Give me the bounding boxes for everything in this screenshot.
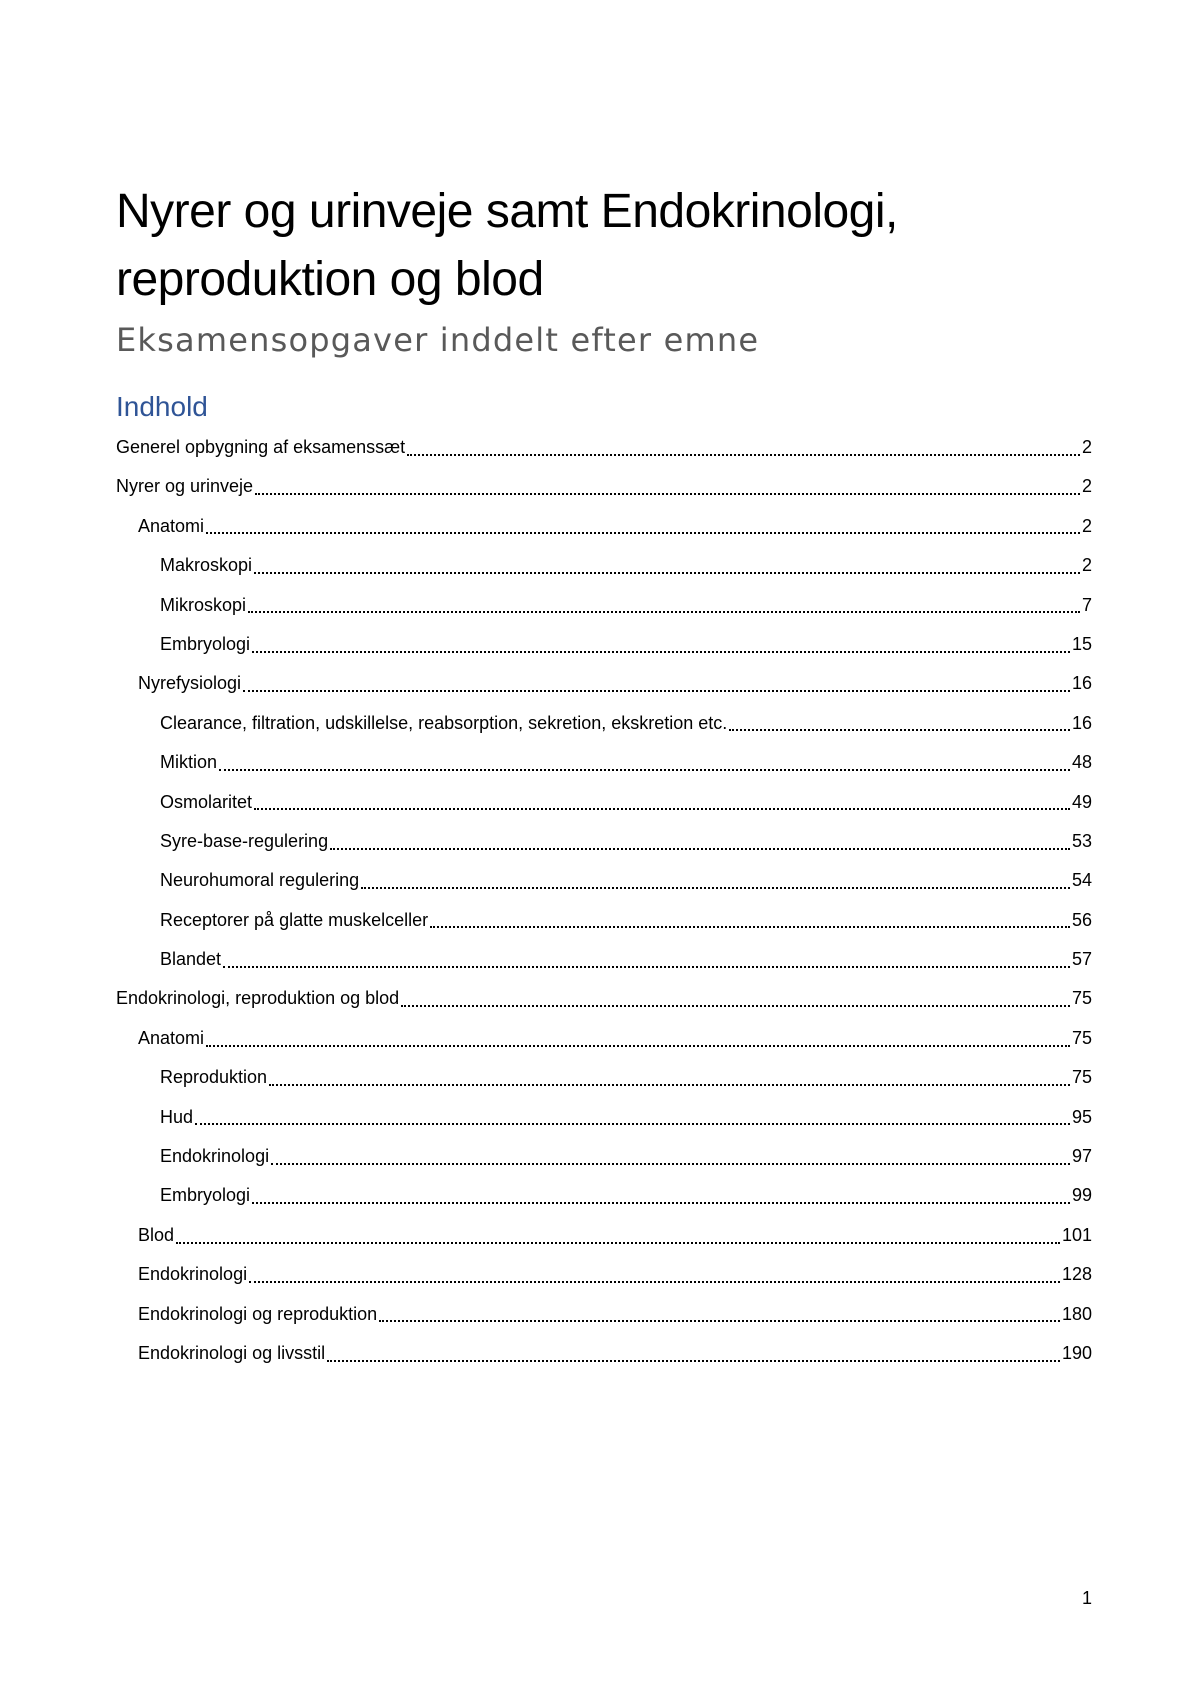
toc-entry[interactable]: [116, 1019, 1092, 1058]
toc-entry[interactable]: [116, 783, 1092, 822]
document-title: [116, 178, 1096, 314]
toc-entry-label: Embryologi: [160, 633, 251, 654]
toc-entry-page: 128: [1061, 1264, 1092, 1285]
toc-dot-leader: [219, 769, 1070, 771]
toc-entry-label: Anatomi: [138, 1027, 205, 1048]
toc-dot-leader: [401, 1005, 1070, 1007]
toc-entry-page: 2: [1081, 437, 1092, 457]
toc-entry-label: Neurohumoral regulering: [160, 870, 360, 891]
toc-entry-page: 15: [1071, 633, 1092, 654]
toc-dot-leader: [252, 1202, 1070, 1204]
toc-entry[interactable]: [116, 467, 1092, 506]
document-title-line-2: reproduktion og blod: [116, 253, 544, 306]
toc-entry[interactable]: [116, 586, 1092, 625]
toc-entry[interactable]: [116, 664, 1092, 703]
toc-entry-label: Syre-base-regulering: [160, 830, 329, 851]
toc-entry-label: Reproduktion: [160, 1067, 268, 1088]
toc-entry-page: 16: [1071, 712, 1092, 733]
toc-entry-page: 101: [1061, 1224, 1092, 1245]
toc-entry[interactable]: [116, 861, 1092, 900]
toc-entry-label: Makroskopi: [160, 555, 253, 576]
toc-entry-label: Blod: [138, 1224, 175, 1245]
toc-entry[interactable]: [116, 1137, 1092, 1176]
toc-entry[interactable]: [116, 1058, 1092, 1097]
toc-dot-leader: [327, 1360, 1060, 1362]
toc-dot-leader: [269, 1084, 1070, 1086]
toc-entry-page: 99: [1071, 1185, 1092, 1206]
toc-entry-label: Osmolaritet: [160, 791, 253, 812]
toc-dot-leader: [254, 808, 1070, 810]
toc-heading: Indhold: [116, 391, 208, 422]
toc-entry-page: 97: [1071, 1146, 1092, 1167]
toc-entry-label: Clearance, filtration, udskillelse, reabsorption, sekretion, ekskretion etc.: [160, 712, 728, 733]
toc-dot-leader: [729, 729, 1070, 731]
toc-entry-label: Anatomi: [138, 515, 205, 536]
toc-dot-leader: [248, 611, 1080, 613]
toc-entry-label: Endokrinologi og reproduktion: [138, 1303, 378, 1324]
toc-entry-label: Mikroskopi: [160, 594, 247, 615]
toc-entry-page: 54: [1071, 870, 1092, 891]
toc-entry-page: 190: [1061, 1342, 1092, 1363]
toc-entry-page: 75: [1071, 1027, 1092, 1048]
toc-entry-page: 75: [1071, 988, 1092, 1009]
toc-dot-leader: [254, 572, 1080, 574]
toc-entry[interactable]: [116, 1334, 1092, 1373]
toc-entry-page: 2: [1081, 515, 1092, 536]
toc-dot-leader: [206, 532, 1080, 534]
toc-entry-label: Embryologi: [160, 1185, 251, 1206]
toc-dot-leader: [430, 926, 1070, 928]
toc-dot-leader: [407, 454, 1080, 456]
toc-entry-page: 56: [1071, 909, 1092, 930]
toc-entry[interactable]: [116, 1176, 1092, 1215]
toc-entry[interactable]: [116, 940, 1092, 979]
toc-entry-page: 2: [1081, 476, 1092, 497]
toc-dot-leader: [206, 1045, 1070, 1047]
toc-dot-leader: [252, 651, 1070, 653]
toc-entry-label: Nyrefysiologi: [138, 673, 242, 694]
toc-entry-label: Endokrinologi: [160, 1146, 270, 1167]
toc-entry[interactable]: [116, 546, 1092, 585]
toc-entry-label: Hud: [160, 1106, 194, 1127]
toc-dot-leader: [379, 1320, 1060, 1322]
toc-entry[interactable]: [116, 1295, 1092, 1334]
toc-entry-page: 57: [1071, 949, 1092, 970]
toc-entry-label: Generel opbygning af eksamenssæt: [116, 437, 406, 457]
toc-entry[interactable]: [116, 979, 1092, 1018]
toc-dot-leader: [176, 1242, 1060, 1244]
toc-dot-leader: [249, 1281, 1060, 1283]
toc-dot-leader: [223, 966, 1070, 968]
toc-entry[interactable]: [116, 1255, 1092, 1294]
toc-entry-page: 53: [1071, 830, 1092, 851]
title-block: [116, 178, 1096, 362]
page-number: 1: [1081, 1588, 1092, 1608]
document-title-line-1: Nyrer og urinveje samt Endokrinologi,: [116, 185, 898, 238]
toc-dot-leader: [195, 1123, 1070, 1125]
toc-entry[interactable]: [116, 901, 1092, 940]
toc-entry-label: Endokrinologi og livsstil: [138, 1342, 326, 1363]
toc-entry[interactable]: [116, 1098, 1092, 1137]
toc-entry-page: 95: [1071, 1106, 1092, 1127]
toc-entry[interactable]: [116, 625, 1092, 664]
toc-entry[interactable]: [116, 704, 1092, 743]
toc-entry-label: Nyrer og urinveje: [116, 476, 254, 497]
toc-entry-page: 180: [1061, 1303, 1092, 1324]
table-of-contents: [116, 428, 1092, 1373]
toc-entry-page: 75: [1071, 1067, 1092, 1088]
toc-entry-label: Miktion: [160, 752, 218, 773]
toc-entry-label: Endokrinologi: [138, 1264, 248, 1285]
toc-entry-label: Endokrinologi, reproduktion og blod: [116, 988, 400, 1009]
toc-dot-leader: [255, 493, 1080, 495]
toc-dot-leader: [330, 848, 1070, 850]
toc-entry[interactable]: [116, 743, 1092, 782]
toc-dot-leader: [361, 887, 1070, 889]
toc-entry-label: Receptorer på glatte muskelceller: [160, 909, 429, 930]
toc-entry-page: 48: [1071, 752, 1092, 773]
toc-entry-page: 7: [1081, 594, 1092, 615]
toc-entry-page: 49: [1071, 791, 1092, 812]
toc-entry[interactable]: [116, 507, 1092, 546]
toc-entry[interactable]: [116, 1216, 1092, 1255]
toc-entry-page: 16: [1071, 673, 1092, 694]
toc-dot-leader: [243, 690, 1070, 692]
toc-entry[interactable]: [116, 428, 1092, 467]
toc-entry[interactable]: [116, 822, 1092, 861]
toc-dot-leader: [271, 1163, 1070, 1165]
document-subtitle: Eksamensopgaver inddelt efter emne: [116, 321, 760, 359]
toc-entry-label: Blandet: [160, 949, 222, 970]
toc-entry-page: 2: [1081, 555, 1092, 576]
